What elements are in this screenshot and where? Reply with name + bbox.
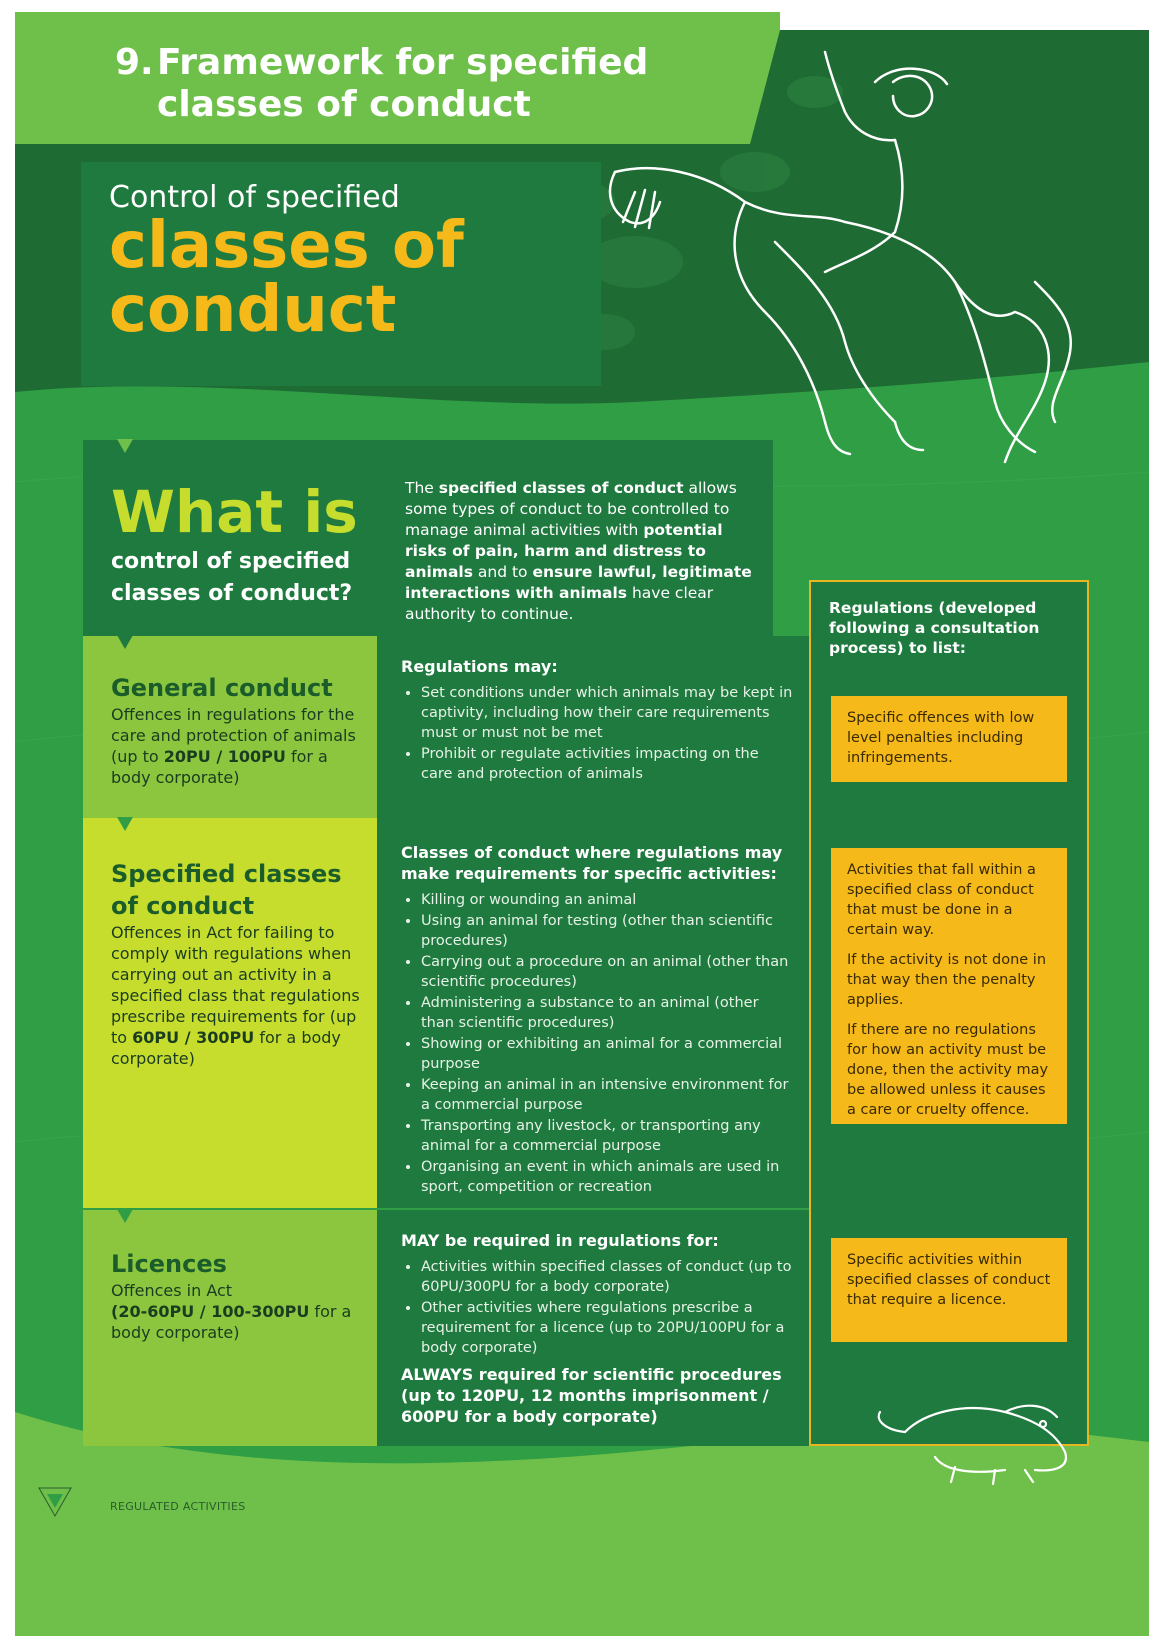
what-is-question: control of specified classes of conduct?: [111, 549, 353, 606]
general-conduct-panel: [83, 636, 377, 820]
list-item: • Set conditions under which animals may be kept in captivity, including how their care requirements must or must not be met: [421, 683, 793, 743]
list-item: • Keeping an animal in an intensive environment for a commercial purpose: [421, 1075, 793, 1115]
general-conduct-list: [401, 683, 793, 784]
specified-classes-subheading: Classes of conduct where regulations may make requirements for specific activities:: [401, 843, 783, 883]
specified-classes-details: [377, 818, 809, 1208]
rodent-illustration: [875, 1372, 1095, 1492]
general-conduct-text: Offences in regulations for the care and protection of animals (up to 20PU / 100PU for a body corporate): [111, 705, 356, 787]
licences-always-note: ALWAYS required for scientific procedures (up to 120PU, 12 months imprisonment / 600PU for a body corporate): [401, 1365, 782, 1426]
list-item: • Killing or wounding an animal: [421, 890, 793, 910]
what-is-heading: What is: [111, 478, 358, 546]
general-conduct-subheading: Regulations may:: [401, 657, 558, 676]
title-line-1: Framework for specified: [157, 42, 649, 83]
licences-panel: [83, 1210, 377, 1446]
general-conduct-title: General conduct: [111, 674, 333, 702]
list-item: • Organising an event in which animals are used in sport, competition or recreation: [421, 1157, 793, 1197]
page-title: [115, 42, 648, 126]
title-line-2: classes of conduct: [157, 84, 531, 125]
section-number: 9.: [115, 42, 154, 83]
licences-text: Offences in Act (20-60PU / 100-300PU for a body corporate): [111, 1281, 352, 1342]
specified-classes-text: Offences in Act for failing to comply with regulations when carrying out an activity in a specified class that regulations prescribe requirements for (up to 60PU / 300PU for a body corporate): [111, 923, 360, 1068]
list-item: • Activities within specified classes of conduct (up to 60PU/300PU for a body corporate): [421, 1257, 793, 1297]
hero-heading: [109, 209, 464, 347]
licences-list: [401, 1257, 793, 1358]
list-item: • Transporting any livestock, or transporting any animal for a commercial purpose: [421, 1116, 793, 1156]
horse-rider-illustration: [575, 22, 1115, 492]
list-item: • Showing or exhibiting an animal for a commercial purpose: [421, 1034, 793, 1074]
footer-label: REGULATED ACTIVITIES: [110, 1500, 246, 1513]
hero-heading-line-2: conduct: [109, 273, 397, 347]
poster-page: [15, 12, 1149, 1636]
specified-classes-panel: [83, 818, 377, 1208]
regulations-column: [809, 580, 1089, 1446]
panel-notch: [117, 439, 133, 453]
list-item: • Administering a substance to an animal (other than scientific procedures): [421, 993, 793, 1033]
general-conduct-details: [377, 636, 809, 820]
licences-subheading: MAY be required in regulations for:: [401, 1231, 719, 1250]
hero-panel: [81, 162, 601, 386]
victoria-government-logo: [35, 1482, 75, 1522]
hero-subtitle: Control of specified: [109, 180, 400, 215]
licences-title: Licences: [111, 1250, 227, 1278]
list-item: • Using an animal for testing (other than scientific procedures): [421, 911, 793, 951]
licences-box: Specific activities within specified classes of conduct that require a licence.: [831, 1238, 1067, 1342]
list-item: • Prohibit or regulate activities impacting on the care and protection of animals: [421, 744, 793, 784]
regulations-heading: Regulations (developed following a consultation process) to list:: [829, 599, 1040, 657]
list-item: • Other activities where regulations prescribe a requirement for a licence (up to 20PU/100PU for a body corporate): [421, 1298, 793, 1358]
specified-classes-title: Specified classes of conduct: [111, 860, 342, 920]
general-conduct-box: Specific offences with low level penalties including infringements.: [831, 696, 1067, 782]
specified-classes-box: Activities that fall within a specified class of conduct that must be done in a certain way. If the activity is not done in that way then the penalty applies. If there are no regulations for how an activity must be done, then the activity may be allowed unless it causes a care or cruelty offence.: [831, 848, 1067, 1124]
what-is-description: The specified classes of conduct allows some types of conduct to be controlled to manage animal activities with potential risks of pain, harm and distress to animals and to ensure lawful, legitimate interactions with animals have clear authority to continue.: [405, 479, 752, 623]
specified-classes-list: [401, 890, 793, 1197]
hero-heading-line-1: classes of: [109, 209, 464, 283]
list-item: • Carrying out a procedure on an animal (other than scientific procedures): [421, 952, 793, 992]
licences-details: [377, 1210, 809, 1446]
